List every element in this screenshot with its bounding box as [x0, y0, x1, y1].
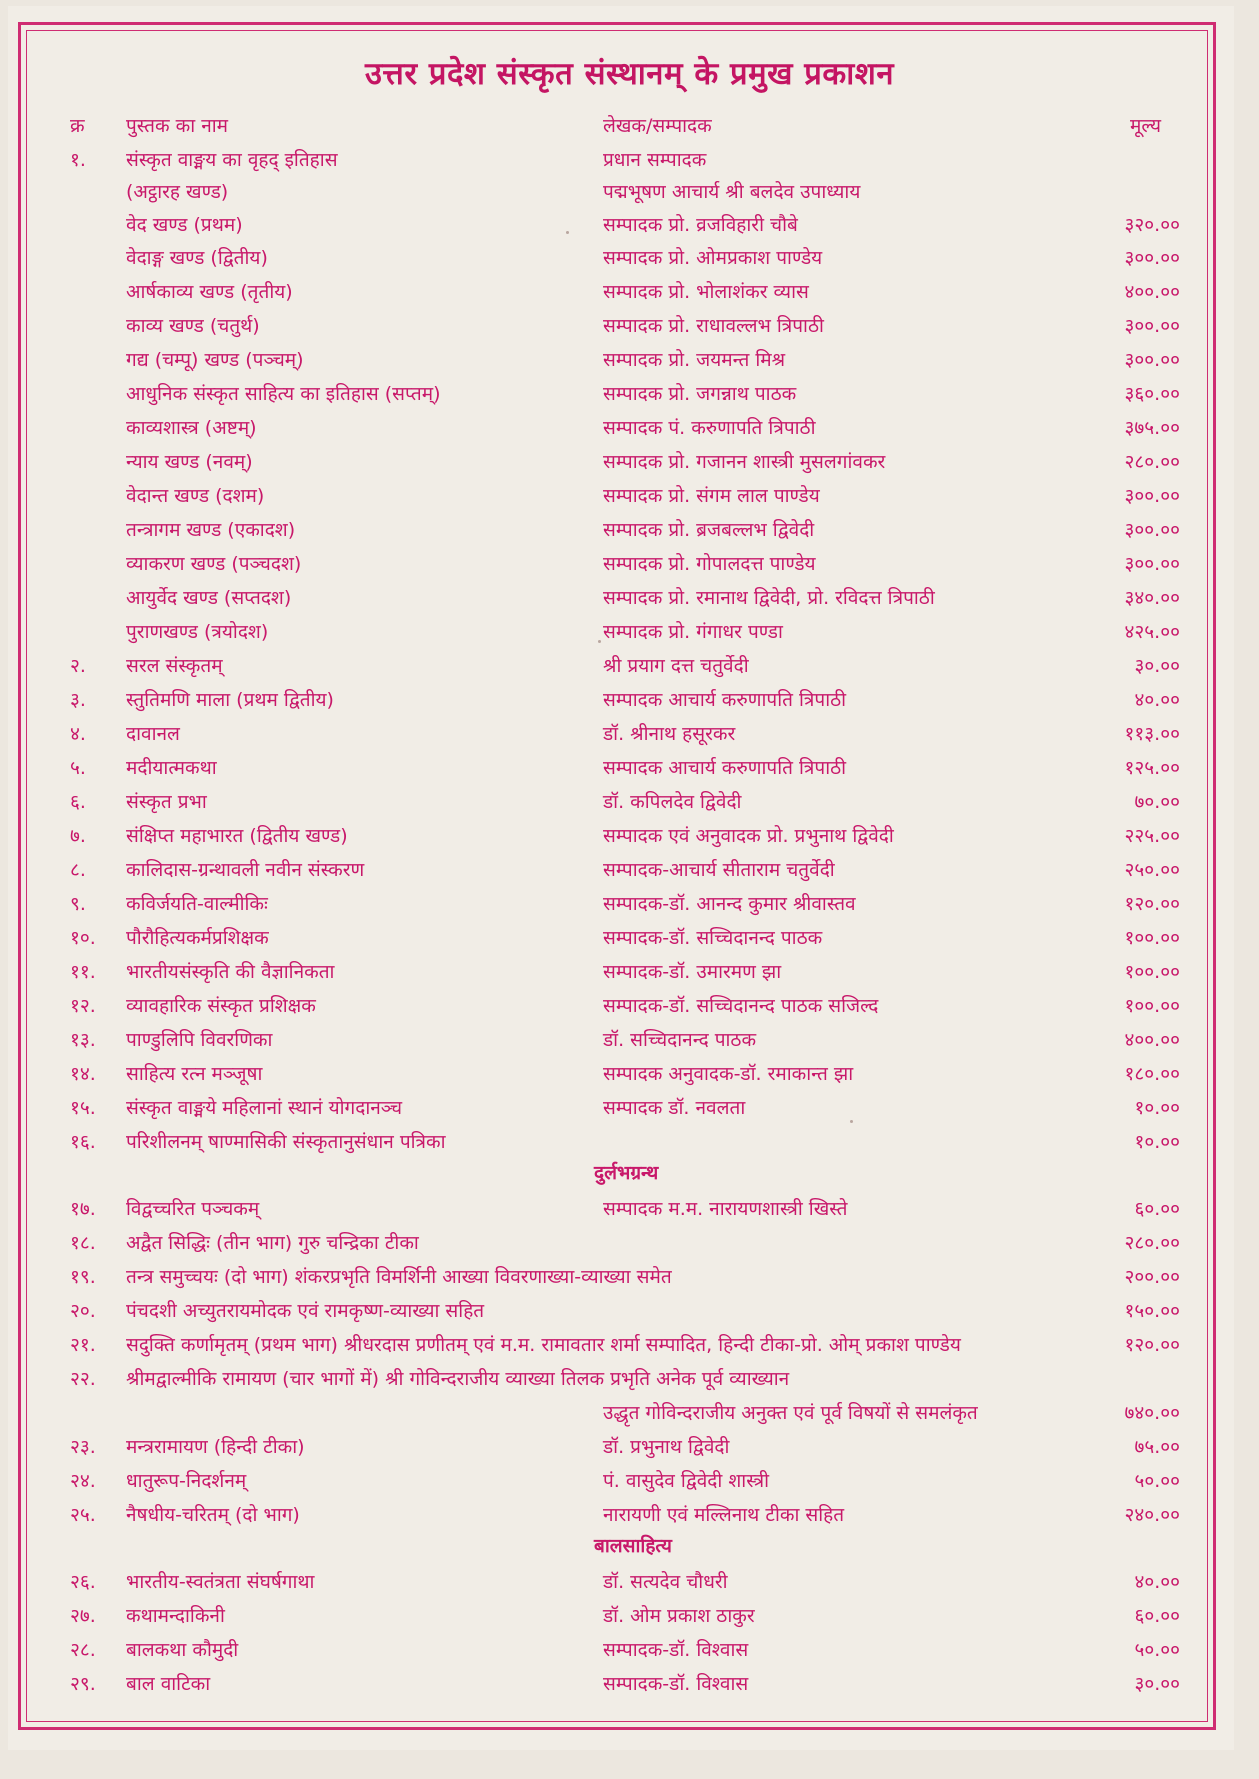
book-title: पौरौहित्यकर्मप्रशिक्षक: [126, 927, 269, 949]
author-editor: सम्पादक डॉ. नवलता: [603, 1097, 746, 1119]
author-editor: सम्पादक प्रो. भोलाशंकर व्यास: [603, 281, 809, 303]
publication-row: [0, 584, 1259, 617]
author-editor: सम्पादक आचार्य करुणापति त्रिपाठी: [603, 689, 847, 711]
row-number: ११.: [70, 961, 96, 983]
book-title: आयुर्वेद खण्ड (सप्तदश): [126, 587, 292, 609]
price: ३००.००: [1124, 519, 1180, 541]
author-editor: डॉ. कपिलदेव द्विवेदी: [603, 791, 742, 813]
book-title: संक्षिप्त महाभारत (द्वितीय खण्ड): [126, 825, 348, 847]
publication-row: [0, 1331, 1259, 1364]
publication-row: [0, 1128, 1259, 1161]
book-title: नैषधीय-चरितम् (दो भाग): [126, 1504, 300, 1526]
book-title: भारतीय-स्वतंत्रता संघर्षगाथा: [126, 1571, 315, 1593]
price: ३२०.००: [1124, 214, 1180, 236]
book-title: स्तुतिमणि माला (प्रथम द्वितीय): [126, 689, 334, 711]
publication-row: [0, 1026, 1259, 1059]
author-editor: डॉ. ओम प्रकाश ठाकुर: [603, 1605, 755, 1627]
book-title: मदीयात्मकथा: [126, 757, 217, 779]
book-title: कथामन्दाकिनी: [126, 1605, 225, 1627]
book-title: न्याय खण्ड (नवम्): [126, 451, 253, 473]
price: ३६०.००: [1124, 383, 1180, 405]
row-number: १३.: [70, 1029, 96, 1051]
publication-row: [0, 1263, 1259, 1296]
publication-row: [0, 482, 1259, 515]
book-title: पाण्डुलिपि विवरणिका: [126, 1029, 273, 1051]
price: १८०.००: [1124, 1063, 1180, 1085]
book-title: विद्वच्चरित पञ्चकम्: [126, 1198, 260, 1220]
author-editor: डॉ. प्रभुनाथ द्विवेदी: [603, 1436, 730, 1458]
price: ३०.००: [1134, 1673, 1180, 1695]
publication-row: [0, 1568, 1259, 1601]
row-number: १५.: [70, 1097, 96, 1119]
price: ३७५.००: [1124, 417, 1180, 439]
row-number: १४.: [70, 1063, 96, 1085]
author-editor: सम्पादक-डॉ. उमारमण झा: [603, 961, 782, 983]
book-title: काव्यशास्त्र (अष्टम्): [126, 417, 257, 439]
publication-row: [0, 550, 1259, 583]
author-editor: सम्पादक प्रो. संगम लाल पाण्डेय: [603, 485, 820, 507]
book-title: साहित्य रत्न मञ्जूषा: [126, 1063, 263, 1085]
header-number: क्र: [70, 115, 85, 137]
author-editor: सम्पादक एवं अनुवादक प्रो. प्रभुनाथ द्विवेदी: [603, 825, 894, 847]
row-number: २०.: [70, 1300, 96, 1322]
publication-row: [0, 1467, 1259, 1500]
publication-row: [0, 1602, 1259, 1635]
price: १००.००: [1124, 961, 1180, 983]
price: ६०.००: [1134, 1198, 1180, 1220]
publication-row: [0, 1060, 1259, 1093]
book-title: पंचदशी अच्युतरायमोदक एवं रामकृष्ण-व्याख्या सहित: [126, 1300, 485, 1322]
price: २४०.००: [1124, 1504, 1180, 1526]
author-editor: सम्पादक म.म. नारायणशास्त्री खिस्ते: [603, 1198, 848, 1220]
author-editor: सम्पादक पं. करुणापति त्रिपाठी: [603, 417, 816, 439]
author-editor: प्रधान सम्पादक: [603, 149, 707, 171]
author-editor: डॉ. श्रीनाथ हसूरकर: [603, 723, 736, 745]
author-editor: सम्पादक प्रो. गंगाधर पण्डा: [603, 621, 783, 643]
publication-row: [0, 1501, 1259, 1534]
book-title: श्रीमद्वाल्मीकि रामायण (चार भागों में) श्री गोविन्दराजीय व्याख्या तिलक प्रभृति अनेक पूर्व व्याख्यान: [126, 1368, 790, 1390]
author-editor: सम्पादक-डॉ. विश्वास: [603, 1673, 749, 1695]
book-title: मन्त्ररामायण (हिन्दी टीका): [126, 1436, 305, 1458]
author-editor: सम्पादक प्रो. ओमप्रकाश पाण्डेय: [603, 247, 823, 269]
price: १२०.००: [1124, 1334, 1180, 1356]
author-editor: पं. वासुदेव द्विवेदी शास्त्री: [603, 1470, 769, 1492]
publication-row: [0, 992, 1259, 1025]
publication-row: [0, 244, 1259, 277]
author-editor: डॉ. सच्चिदानन्द पाठक: [603, 1029, 757, 1051]
book-title: तन्त्र समुच्चयः (दो भाग) शंकरप्रभृति विमर्शिनी आख्या विवरणाख्या-व्याख्या समेत: [126, 1266, 672, 1288]
row-number: १९.: [70, 1266, 96, 1288]
publication-row: [0, 924, 1259, 957]
book-title: दावानल: [126, 723, 180, 745]
book-title: व्याकरण खण्ड (पञ्चदश): [126, 553, 302, 575]
row-number: ५.: [70, 757, 86, 779]
price: २८०.००: [1124, 451, 1180, 473]
price: २८०.००: [1124, 1232, 1180, 1254]
book-title: परिशीलनम् षाण्मासिकी संस्कृतानुसंधान पत्रिका: [126, 1131, 446, 1153]
price: ५०.००: [1134, 1639, 1180, 1661]
publication-row: [0, 856, 1259, 889]
book-title: सरल संस्कृतम्: [126, 655, 223, 677]
book-title: आर्षकाव्य खण्ड (तृतीय): [126, 281, 293, 303]
author-editor: डॉ. सत्यदेव चौधरी: [603, 1571, 728, 1593]
price: ३००.००: [1124, 247, 1180, 269]
price: ७०.००: [1134, 791, 1180, 813]
book-title: सदुक्ति कर्णामृतम् (प्रथम भाग) श्रीधरदास प्रणीतम् एवं म.म. रामावतार शर्मा सम्पादित, हिन्दी टीका-प्रो. ओम् प्रकाश पाण्डेय: [126, 1334, 961, 1356]
publication-row: [0, 278, 1259, 311]
paper-speck: [850, 1120, 853, 1123]
price: ३००.००: [1124, 349, 1180, 371]
row-number: २५.: [70, 1504, 96, 1526]
book-title: कविर्जयति-वाल्मीकिः: [126, 893, 268, 915]
book-title: व्यावहारिक संस्कृत प्रशिक्षक: [126, 995, 316, 1017]
row-number: १०.: [70, 927, 96, 949]
price: २५०.००: [1124, 859, 1180, 881]
book-title: धातुरूप-निदर्शनम्: [126, 1470, 247, 1492]
book-title: आधुनिक संस्कृत साहित्य का इतिहास (सप्तम्): [126, 383, 441, 405]
author-editor: सम्पादक प्रो. राधावल्लभ त्रिपाठी: [603, 315, 824, 337]
price: ११३.००: [1124, 723, 1180, 745]
publication-row: [0, 380, 1259, 413]
author-editor: श्री प्रयाग दत्त चतुर्वेदी: [603, 655, 749, 677]
publication-row: [0, 448, 1259, 481]
row-number: २२.: [70, 1368, 96, 1390]
publication-row: [0, 1195, 1259, 1228]
row-number: २४.: [70, 1470, 96, 1492]
section-heading-children-literature: बालसाहित्य: [594, 1535, 672, 1557]
author-editor: सम्पादक-डॉ. विश्वास: [603, 1639, 749, 1661]
book-title: वेदान्त खण्ड (दशम): [126, 485, 265, 507]
publication-row: [0, 211, 1259, 244]
publication-row: [0, 1297, 1259, 1330]
publication-row: [0, 414, 1259, 447]
price: १००.००: [1124, 927, 1180, 949]
header-book-title: पुस्तक का नाम: [126, 115, 229, 137]
price: ३४०.००: [1124, 587, 1180, 609]
row-number: २३.: [70, 1436, 96, 1458]
publication-row: [0, 1399, 1259, 1432]
publication-row: [0, 1094, 1259, 1127]
price: १०.००: [1134, 1131, 1180, 1153]
author-editor: नारायणी एवं मल्लिनाथ टीका सहित: [603, 1504, 845, 1526]
price: ४२५.००: [1124, 621, 1180, 643]
author-editor: उद्धृत गोविन्दराजीय अनुक्त एवं पूर्व विषयों से समलंकृत: [603, 1402, 978, 1424]
publication-row: [0, 1433, 1259, 1466]
publication-row: [0, 618, 1259, 651]
book-title: संस्कृत वाङ्मय का वृहद् इतिहास: [126, 149, 338, 171]
price: ४००.००: [1124, 281, 1180, 303]
publication-row: [0, 1365, 1259, 1398]
row-number: ९.: [70, 893, 86, 915]
row-number: १.: [70, 149, 86, 171]
price: ३००.००: [1124, 315, 1180, 337]
row-number: ८.: [70, 859, 86, 881]
publication-row: [0, 686, 1259, 719]
row-number: २९.: [70, 1673, 96, 1695]
author-editor: सम्पादक प्रो. जगन्नाथ पाठक: [603, 383, 797, 405]
price: १२५.००: [1124, 757, 1180, 779]
author-editor: सम्पादक-आचार्य सीताराम चतुर्वेदी: [603, 859, 835, 881]
author-editor: सम्पादक-डॉ. आनन्द कुमार श्रीवास्तव: [603, 893, 856, 915]
price: २००.००: [1124, 1266, 1180, 1288]
row-number: ४.: [70, 723, 86, 745]
paper-speck: [598, 640, 601, 643]
price: १०.००: [1134, 1097, 1180, 1119]
price: ४०.००: [1134, 1571, 1180, 1593]
row-number: १६.: [70, 1131, 96, 1153]
row-number: १७.: [70, 1198, 96, 1220]
publication-row: [0, 788, 1259, 821]
price: ४०.००: [1134, 689, 1180, 711]
author-editor: सम्पादक-डॉ. सच्चिदानन्द पाठक सजिल्द: [603, 995, 879, 1017]
row-number: ६.: [70, 791, 86, 813]
paper-speck: [566, 231, 569, 234]
author-editor: सम्पादक-डॉ. सच्चिदानन्द पाठक: [603, 927, 823, 949]
book-title: भारतीयसंस्कृति की वैज्ञानिकता: [126, 961, 335, 983]
price: २२५.००: [1124, 825, 1180, 847]
price: ६०.००: [1134, 1605, 1180, 1627]
publication-row: [0, 890, 1259, 923]
author-editor: सम्पादक प्रो. ब्रजबल्लभ द्विवेदी: [603, 519, 815, 541]
row-number: २८.: [70, 1639, 96, 1661]
row-number: २.: [70, 655, 86, 677]
book-title: (अट्ठारह खण्ड): [126, 181, 229, 203]
author-editor: सम्पादक प्रो. व्रजविहारी चौबे: [603, 214, 798, 236]
price: ३००.००: [1124, 485, 1180, 507]
publication-row: [0, 1636, 1259, 1669]
book-title: वेद खण्ड (प्रथम): [126, 214, 243, 236]
row-number: २७.: [70, 1605, 96, 1627]
author-editor: सम्पादक प्रो. रमानाथ द्विवेदी, प्रो. रविदत्त त्रिपाठी: [603, 587, 935, 609]
book-title: अद्वैत सिद्धिः (तीन भाग) गुरु चन्द्रिका टीका: [126, 1232, 419, 1254]
publication-row: [0, 516, 1259, 549]
page-title: उत्तर प्रदेश संस्कृत संस्थानम् के प्रमुख प्रकाशन: [364, 56, 895, 92]
publication-row: [0, 312, 1259, 345]
price: ४००.००: [1124, 1029, 1180, 1051]
price: ५०.००: [1134, 1470, 1180, 1492]
publication-row: [0, 1670, 1259, 1703]
publication-row: [0, 346, 1259, 379]
publication-row: [0, 958, 1259, 991]
section-heading-rare-books: दुर्लभग्रन्थ: [594, 1162, 659, 1184]
book-title: गद्य (चम्पू) खण्ड (पञ्चम्): [126, 349, 304, 371]
author-editor: सम्पादक आचार्य करुणापति त्रिपाठी: [603, 757, 847, 779]
publication-row: [0, 720, 1259, 753]
book-title: वेदाङ्ग खण्ड (द्वितीय): [126, 247, 268, 269]
author-editor: सम्पादक प्रो. गजानन शास्त्री मुसलगांवकर: [603, 451, 886, 473]
book-title: तन्त्रागम खण्ड (एकादश): [126, 519, 296, 541]
price: १५०.००: [1124, 1300, 1180, 1322]
book-title: संस्कृत वाङ्मये महिलानां स्थानं योगदानञ्च: [126, 1097, 403, 1119]
publication-row: [0, 178, 1259, 211]
author-editor: सम्पादक प्रो. गोपालदत्त पाण्डेय: [603, 553, 816, 575]
publication-row: [0, 1229, 1259, 1262]
publication-row: [0, 146, 1259, 179]
row-number: ७.: [70, 825, 86, 847]
author-editor: सम्पादक अनुवादक-डॉ. रमाकान्त झा: [603, 1063, 854, 1085]
book-title: बालकथा कौमुदी: [126, 1639, 239, 1661]
book-title: कालिदास-ग्रन्थावली नवीन संस्करण: [126, 859, 365, 881]
book-title: पुराणखण्ड (त्रयोदश): [126, 621, 269, 643]
row-number: २१.: [70, 1334, 96, 1356]
price: ७५.००: [1134, 1436, 1180, 1458]
author-editor: सम्पादक प्रो. जयमन्त मिश्र: [603, 349, 786, 371]
author-editor: पद्मभूषण आचार्य श्री बलदेव उपाध्याय: [603, 181, 861, 203]
book-title: संस्कृत प्रभा: [126, 791, 207, 813]
publication-row: [0, 822, 1259, 855]
book-title: काव्य खण्ड (चतुर्थ): [126, 315, 260, 337]
row-number: ३.: [70, 689, 86, 711]
header-author: लेखक/सम्पादक: [603, 115, 712, 137]
row-number: २६.: [70, 1571, 96, 1593]
price: ७४०.००: [1124, 1402, 1180, 1424]
publication-row: [0, 754, 1259, 787]
price: ३००.००: [1124, 553, 1180, 575]
publication-row: [0, 652, 1259, 685]
price: १२०.००: [1124, 893, 1180, 915]
row-number: १२.: [70, 995, 96, 1017]
price: १००.००: [1124, 995, 1180, 1017]
book-title: बाल वाटिका: [126, 1673, 211, 1695]
row-number: १८.: [70, 1232, 96, 1254]
header-price: मूल्य: [1130, 115, 1162, 137]
price: ३०.००: [1134, 655, 1180, 677]
